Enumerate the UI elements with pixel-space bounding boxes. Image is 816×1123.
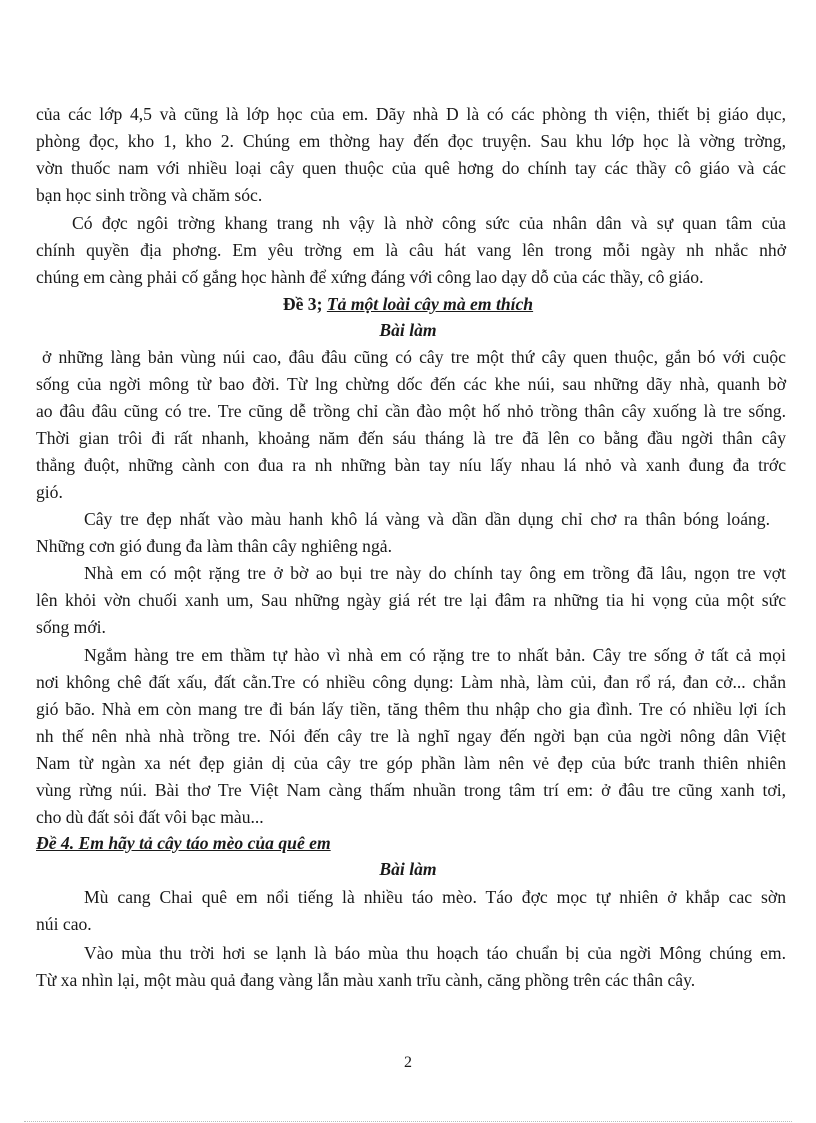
text-line: núi cao. [36,914,92,934]
section-heading-de3 [0,291,816,317]
text-line: phòng đọc, kho 1, kho 2. Chúng em thờng hay đến đọc truyện. Sau khu lớp học là vờng trờng, [36,131,786,151]
text-line: Ngắm hàng tre em thầm tự hào vì nhà em có rặng tre to nhất bản. Cây tre sống ở tất cả mọi [84,645,786,665]
text-line: Nam từ ngàn xa nét đẹp giản dị của cây tre góp phần làm nên vẻ đẹp của bức tranh thiên nhiên [36,753,786,773]
text-line: nh thế nên nhà nhà trồng tre. Nói đến cây tre là nghĩ ngay đến ngời bạn của ngời nông dân Việt [36,726,786,746]
text-line: Từ xa nhìn lại, một màu quả đang vàng lẫn màu xanh trĩu cành, căng phồng trên các thân cây. [36,970,696,990]
text-line: lên khỏi vờn chuối xanh um, Sau những ngày giá rét tre lại đâm ra những tia hi vọng của một sức [36,590,786,610]
text-line: Thời gian trôi đi rất nhanh, khoảng năm đến sáu tháng là tre đã lên co bằng đầu ngời thân cây [36,428,786,448]
text-line: ao đâu đâu cũng có tre. Tre cũng dễ trồng chỉ cần đào một hố nhỏ trồng thân cây xuống là tre sống. [36,401,786,421]
text-line: chúng em càng phải cố gắng học hành để xứng đáng với công lao dạy dỗ của các thầy, cô giáo. [36,267,704,287]
text-line: thẳng đuột, những cành con đua ra nh những bàn tay níu lấy nhau lá nhỏ và xanh đung đa trớc [36,455,786,475]
text-line: Có đợc ngôi trờng khang trang nh vậy là nhờ công sức của nhân dân và sự quan tâm của [72,213,786,233]
text-line: Cây tre đẹp nhất vào màu hanh khô lá vàng và dần dần dụng chỉ chơ ra thân bóng loáng. [84,509,770,529]
text-line: Những cơn gió đung đa làm thân cây nghiêng ngả. [36,536,392,556]
text-line: bạn học sinh trồng và chăm sóc. [36,185,263,205]
text-line: sống của ngời mông từ bao đời. Từ lng chừng dốc đến các khe núi, sau những dãy nhà, quanh bờ [36,374,786,394]
section-heading-de4: Đề 4. Em hãy tả cây táo mèo của quê em [36,833,331,853]
text-line: Vào mùa thu trời hơi se lạnh là báo mùa thu hoạch táo chuẩn bị của ngời Mông chúng em. [84,943,786,963]
bai-lam-heading: Bài làm [379,859,437,879]
text-line: chính quyền địa phơng. Em yêu trờng em là câu hát vang lên trong mỗi ngày nh nhắc nhở [36,240,786,260]
text-line: sống mới. [36,617,106,637]
page-break-divider [24,1121,792,1122]
text-line: nơi không chê đất xấu, đất cằn.Tre có nhiều công dụng: Làm nhà, làm củi, đan rổ rá, đan cở... chắn [36,672,786,692]
text-line: ở những làng bản vùng núi cao, đâu đâu cũng có cây tre một thứ cây quen thuộc, gắn bó với cuộc [42,347,786,367]
section-title: Tả một loài cây mà em thích [326,294,534,314]
text-line: vờn thuốc nam với nhiều loại cây quen thuộc của quê hơng do chính tay các thầy cô giáo và các [36,158,786,178]
text-line: gió. [36,482,63,502]
section-label: Đề 3; [282,294,323,314]
text-line: của các lớp 4,5 và cũng là lớp học của em. Dãy nhà D là có các phòng th viện, thiết bị giáo dục, [36,104,786,124]
text-line: gió bão. Nhà em còn mang tre đi bán lấy tiền, tăng thêm thu nhập cho gia đình. Tre có nhiều lợi ích [36,699,786,719]
text-line: Mù cang Chai quê em nổi tiếng là nhiều táo mèo. Táo đợc mọc tự nhiên ở khắp cac sờn [84,887,786,907]
page-number: 2 [404,1054,412,1071]
text-line: Nhà em có một rặng tre ở bờ ao bụi tre này do chính tay ông em trồng đã lâu, ngọn tre vợt [84,563,786,583]
text-line: cho dù đất sỏi đất vôi bạc màu... [36,807,264,827]
text-line: vùng rừng núi. Bài thơ Tre Việt Nam càng thấm nhuần trong tâm trí em: ở đâu tre cũng xanh tơi, [36,780,786,800]
bai-lam-heading: Bài làm [379,320,437,340]
